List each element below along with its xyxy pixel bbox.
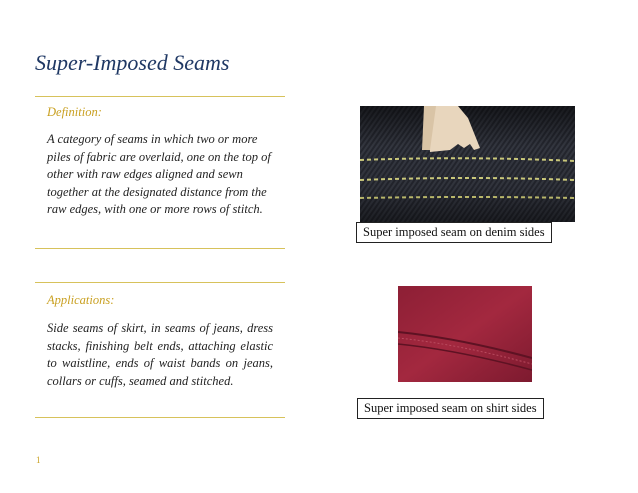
page-title: Super-Imposed Seams — [35, 50, 230, 75]
definition-box — [35, 96, 285, 249]
applications-label: Applications: — [47, 293, 115, 307]
applications-box — [35, 282, 285, 418]
denim-seam-photo — [360, 106, 575, 222]
page-number: 1 — [36, 455, 41, 465]
applications-text: Side seams of skirt, in seams of jeans, dress stacks, finishing belt ends, attaching elastic to waistline, ends of waist bands on jeans, collars or cuffs, seamed and stitched. — [47, 321, 273, 388]
shirt-seam-photo — [398, 286, 532, 382]
denim-caption: Super imposed seam on denim sides — [356, 222, 552, 243]
definition-label: Definition: — [47, 105, 102, 119]
shirt-caption: Super imposed seam on shirt sides — [357, 398, 544, 419]
definition-text: A category of seams in which two or more piles of fabric are overlaid, one on the top of other with raw edges aligned and sewn together at the designated distance from the raw edges, with one or more rows of stitch. — [47, 132, 271, 216]
